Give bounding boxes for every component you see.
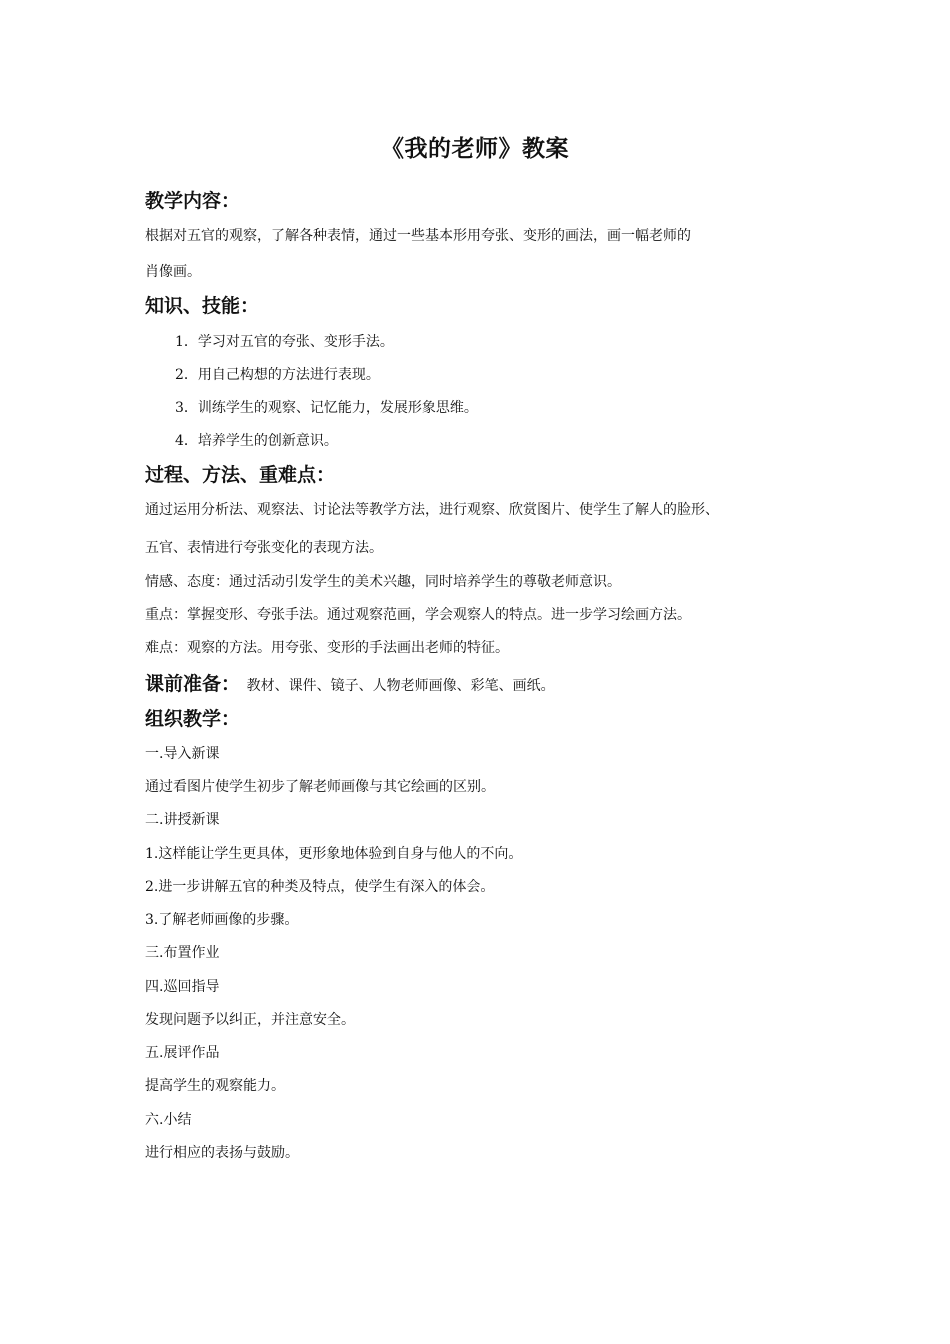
process-line-1: 通过运用分析法、观察法、讨论法等教学方法，进行观察、欣赏图片、使学生了解人的脸形、 <box>145 502 719 518</box>
key-points: 重点：掌握变形、夸张手法。通过观察范画，学会观察人的特点。进一步学习绘画方法。 <box>145 607 691 623</box>
section-heading-prep <box>145 670 555 700</box>
teaching-line: 二.讲授新课 <box>145 812 220 828</box>
teaching-line: 一.导入新课 <box>145 746 220 762</box>
prep-text: 教材、课件、镜子、人物老师画像、彩笔、画纸。 <box>246 678 555 694</box>
teaching-line: 五.展评作品 <box>145 1045 220 1061</box>
section-heading-skills: 知识、技能： <box>145 295 260 317</box>
teaching-line: 1.这样能让学生更具体，更形象地体验到自身与他人的不向。 <box>145 846 523 862</box>
teaching-line: 进行相应的表扬与鼓励。 <box>145 1145 299 1161</box>
teaching-line: 通过看图片使学生初步了解老师画像与其它绘画的区别。 <box>145 779 495 795</box>
section-heading-content: 教学内容： <box>145 190 241 212</box>
skills-item: 1．学习对五官的夸张、变形手法。 <box>175 334 394 350</box>
process-line-2: 五官、表情进行夸张变化的表现方法。 <box>145 540 383 556</box>
difficult-points: 难点：观察的方法。用夸张、变形的手法画出老师的特征。 <box>145 640 509 656</box>
teaching-line: 三.布置作业 <box>145 945 220 961</box>
emotion-attitude: 情感、态度：通过活动引发学生的美术兴趣，同时培养学生的尊敬老师意识。 <box>145 574 621 590</box>
skills-item: 2．用自己构想的方法进行表现。 <box>175 367 380 383</box>
teaching-line: 3.了解老师画像的步骤。 <box>145 912 299 928</box>
teaching-line: 四.巡回指导 <box>145 979 220 995</box>
content-line-1: 根据对五官的观察，了解各种表情，通过一些基本形用夸张、变形的画法，画一幅老师的 <box>145 228 691 244</box>
skills-item: 4．培养学生的创新意识。 <box>175 433 338 449</box>
teaching-line: 2.进一步讲解五官的种类及特点，使学生有深入的体会。 <box>145 879 495 895</box>
document-title: 《我的老师》教案 <box>381 136 569 162</box>
skills-item: 3．训练学生的观察、记忆能力，发展形象思维。 <box>175 400 478 416</box>
teaching-line: 发现问题予以纠正，并注意安全。 <box>145 1012 355 1028</box>
section-heading-process: 过程、方法、重难点： <box>145 464 336 486</box>
teaching-line: 六.小结 <box>145 1112 192 1128</box>
content-line-2: 肖像画。 <box>145 264 201 280</box>
teaching-line: 提高学生的观察能力。 <box>145 1078 285 1094</box>
prep-heading: 课前准备： <box>145 673 241 695</box>
section-heading-teaching: 组织教学： <box>145 708 241 730</box>
